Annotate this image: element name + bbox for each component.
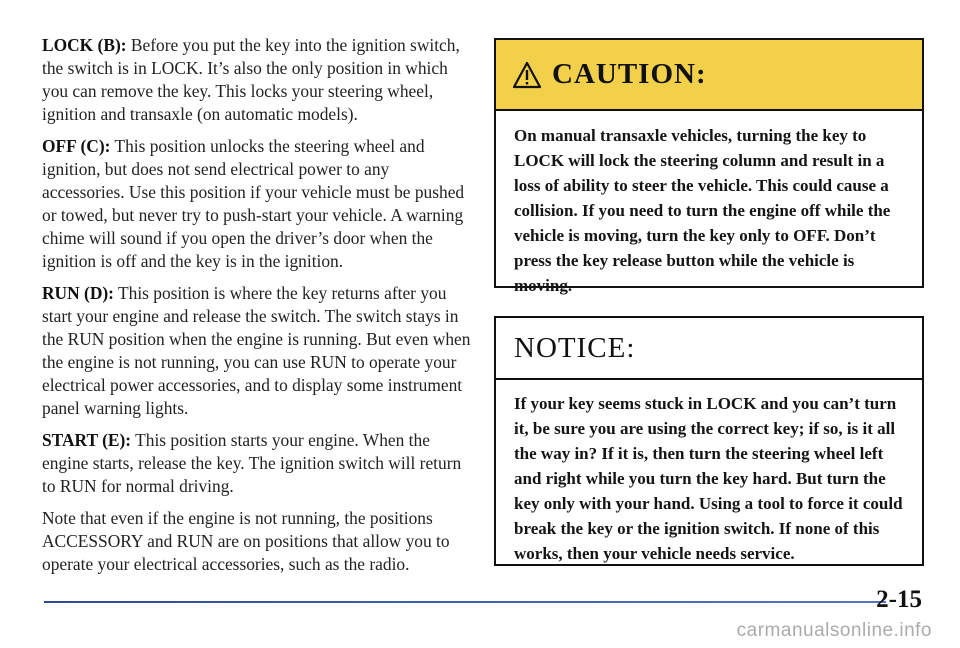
term-start: START (E): — [42, 430, 132, 450]
text-start: This position starts your engine. When the engine starts, release the key. The ignition switch will return to RUN for normal driving. — [42, 430, 462, 496]
caution-header — [496, 40, 922, 111]
paragraph-lock — [42, 34, 472, 126]
text-lock: Before you put the key into the ignition switch, the switch is in LOCK. It’s also the only position in which you can remove the key. This locks your steering wheel, ignition and transaxle (on automatic models). — [42, 35, 460, 124]
notice-title: NOTICE: — [514, 331, 636, 364]
text-off: This position unlocks the steering wheel and ignition, but does not send electrical power to any accessories. Use this position if your vehicle must be pushed or towed, but never try to push-start your vehicle. A warning chime will sound if you open the driver’s door when the ignition is off and the key is in the ignition. — [42, 136, 465, 271]
notice-header — [496, 318, 922, 380]
term-run: RUN (D): — [42, 283, 114, 303]
page-number: 2-15 — [876, 586, 922, 613]
left-column — [42, 34, 472, 585]
caution-body: On manual transaxle vehicles, turning the key to LOCK will lock the steering column and result in a loss of ability to steer the vehicle. This could cause a collision. If you need to turn the engine off while the vehicle is moving, turn the key only to OFF. Don’t press the key release button while the vehicle is moving. — [514, 126, 891, 295]
footer-rule — [44, 601, 886, 603]
caution-title: CAUTION: — [552, 58, 707, 90]
term-off: OFF (C): — [42, 136, 111, 156]
text-run: This position is where the key returns after you start your engine and release the switch. The switch stays in the RUN position when the engine is running. But even when the engine is not running, you can use RUN to operate your electrical power accessories, and to display some instrument panel warning lights. — [42, 283, 471, 418]
watermark: carmanualsonline.info — [736, 620, 932, 641]
notice-box — [494, 316, 924, 566]
paragraph-note — [42, 507, 472, 576]
caution-box — [494, 38, 924, 295]
term-lock: LOCK (B): — [42, 35, 127, 55]
paragraph-start — [42, 429, 472, 498]
paragraph-off — [42, 135, 472, 273]
paragraph-run — [42, 282, 472, 420]
notice-body: If your key seems stuck in LOCK and you can’t turn it, be sure you are using the correct key; if so, is it all the way in? If it is, then turn the steering wheel left and right while you turn the key hard. But turn the key only with your hand. Using a tool to force it could break the key or the ignition switch. If none of this works, then your vehicle needs service. — [514, 394, 903, 563]
warning-triangle-icon — [512, 61, 542, 89]
text-note: Note that even if the engine is not running, the positions ACCESSORY and RUN are on positions that allow you to operate your electrical accessories, such as the radio. — [42, 508, 450, 574]
